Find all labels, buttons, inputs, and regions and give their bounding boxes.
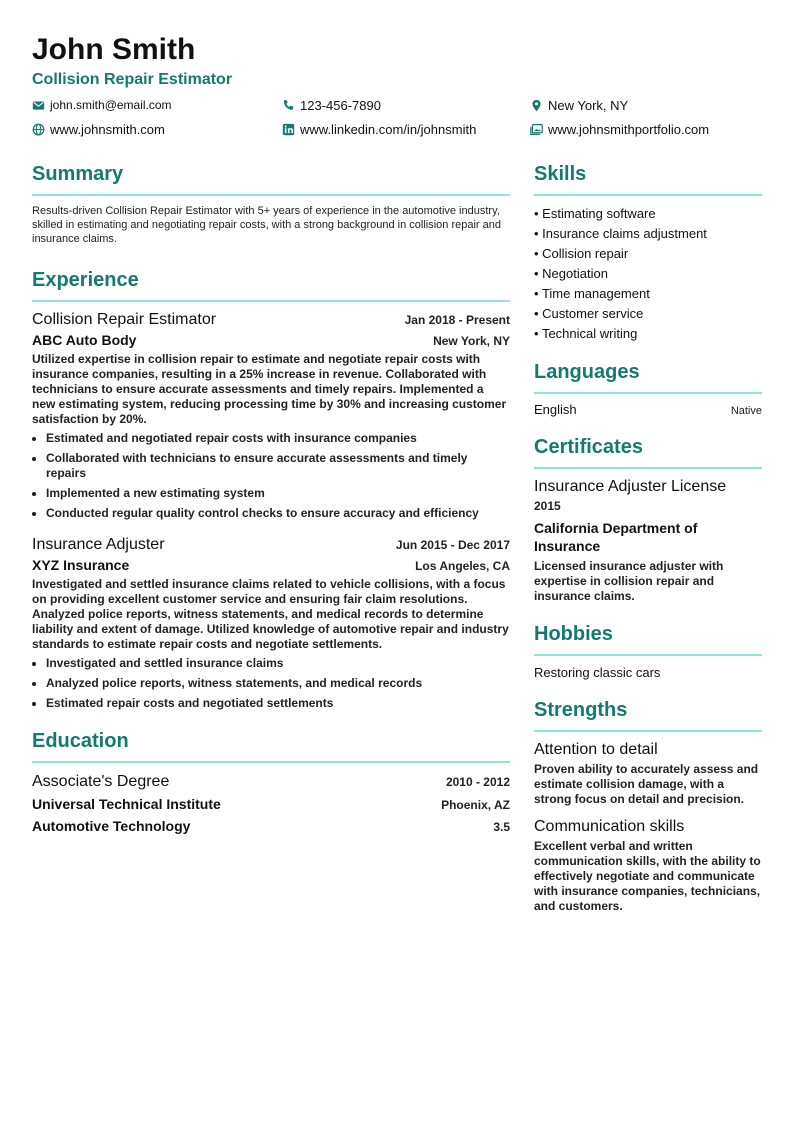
- summary-section: [32, 162, 510, 246]
- email-text: john.smith@email.com: [50, 98, 172, 112]
- skill-item: • Technical writing: [534, 326, 638, 341]
- section-divider: [534, 467, 762, 469]
- linkedin-text: www.linkedin.com/in/johnsmith: [300, 122, 477, 137]
- candidate-name: John Smith: [32, 33, 196, 66]
- list-item: • Investigated and settled insurance claims: [46, 656, 510, 671]
- section-heading: Strengths: [534, 699, 628, 721]
- website-text: www.johnsmith.com: [50, 122, 165, 137]
- education-section: [32, 729, 510, 837]
- skill-item: • Customer service: [534, 306, 644, 321]
- job-location: New York, NY: [433, 334, 510, 348]
- language-name: English: [534, 402, 577, 417]
- contact-portfolio[interactable]: [530, 122, 709, 137]
- contact-linkedin[interactable]: [282, 122, 476, 137]
- language-level: Native: [730, 405, 762, 417]
- contact-website[interactable]: [32, 122, 165, 137]
- certificates-section: [534, 435, 762, 604]
- hobby-item: Restoring classic cars: [534, 665, 661, 680]
- job-bullets: [32, 431, 510, 521]
- section-divider: [534, 730, 762, 732]
- list-item: • Analyzed police reports, witness statements, and medical records: [46, 676, 510, 691]
- skill-item: • Negotiation: [534, 266, 608, 281]
- language-item: [534, 402, 762, 417]
- globe-icon: [32, 123, 45, 136]
- job-company: XYZ Insurance: [32, 557, 130, 573]
- list-item: • Estimated repair costs and negotiated settlements: [46, 696, 510, 711]
- section-divider: [534, 194, 762, 196]
- phone-text: 123-456-7890: [300, 98, 381, 113]
- right-column: [534, 162, 762, 914]
- job-company: ABC Auto Body: [32, 332, 137, 348]
- portfolio-text: www.johnsmithportfolio.com: [548, 122, 710, 137]
- job-entry: [32, 310, 510, 521]
- job-title: Insurance Adjuster: [32, 536, 165, 553]
- strengths-section: [534, 698, 762, 914]
- certificate-description: Licensed insurance adjuster with expertise in collision repair and insurance claims.: [534, 559, 724, 603]
- location-text: New York, NY: [548, 98, 629, 113]
- summary-text: Results-driven Collision Repair Estimator with 5+ years of experience in the automotive industry, skilled in estimating and negotiating repair costs, with a strong background in collision repair and insurance claims.: [32, 205, 501, 245]
- skill-item: • Insurance claims adjustment: [534, 226, 707, 241]
- skill-item: • Collision repair: [534, 246, 629, 261]
- education-degree: Associate's Degree: [32, 773, 170, 790]
- job-location: Los Angeles, CA: [415, 559, 510, 573]
- education-gpa: 3.5: [493, 820, 510, 834]
- list-item: • Conducted regular quality control checks to ensure accuracy and efficiency: [46, 506, 510, 521]
- skills-section: [534, 162, 762, 344]
- contact-email[interactable]: [32, 98, 172, 112]
- job-bullets: [32, 656, 510, 711]
- strength-title: Communication skills: [534, 818, 685, 835]
- candidate-title: Collision Repair Estimator: [32, 71, 233, 88]
- contact-location: [530, 98, 628, 113]
- education-school: Universal Technical Institute: [32, 796, 221, 812]
- phone-icon: [282, 99, 295, 112]
- certificate-issuer: California Department of Insurance: [534, 520, 698, 554]
- section-heading: Summary: [32, 163, 124, 185]
- education-location: Phoenix, AZ: [441, 798, 510, 812]
- section-divider: [534, 392, 762, 394]
- linkedin-icon: [282, 123, 295, 136]
- contact-info: [32, 98, 762, 148]
- job-dates: Jun 2015 - Dec 2017: [395, 538, 510, 552]
- job-description: Utilized expertise in collision repair to estimate and negotiate repair costs with insurance companies, resulting in a 25% increase in revenue. Collaborated with technicians to ensure accurate assessments and timely repairs. Implemented a new estimating system, reducing processing time by 30% and increasing customer satisfaction by 20%.: [32, 352, 507, 426]
- languages-section: [534, 360, 762, 417]
- list-item: • Implemented a new estimating system: [46, 486, 510, 501]
- strength-description: Excellent verbal and written communication skills, with the ability to effectively negotiate and communicate with insurance companies, technicians, and customers.: [534, 839, 761, 913]
- certificate-year: 2015: [534, 499, 561, 513]
- section-heading: Skills: [534, 163, 587, 185]
- job-title: Collision Repair Estimator: [32, 311, 217, 328]
- section-heading: Certificates: [534, 436, 643, 458]
- skill-item: • Estimating software: [534, 206, 656, 221]
- section-divider: [32, 761, 510, 763]
- list-item: • Collaborated with technicians to ensure accurate assessments and timely repairs: [46, 451, 510, 481]
- job-entry: [32, 535, 510, 711]
- experience-section: [32, 268, 510, 711]
- portfolio-icon: [530, 123, 543, 136]
- education-field: Automotive Technology: [32, 818, 191, 834]
- left-column: [32, 162, 510, 837]
- section-divider: [32, 194, 510, 196]
- job-dates: Jan 2018 - Present: [404, 313, 510, 327]
- contact-phone[interactable]: [282, 98, 381, 113]
- section-divider: [32, 300, 510, 302]
- certificate-name: Insurance Adjuster License: [534, 478, 727, 495]
- list-item: • Estimated and negotiated repair costs with insurance companies: [46, 431, 510, 446]
- education-dates: 2010 - 2012: [445, 775, 510, 789]
- section-heading: Experience: [32, 269, 139, 291]
- section-divider: [534, 654, 762, 656]
- location-pin-icon: [530, 99, 543, 112]
- email-icon: [32, 99, 45, 112]
- strength-title: Attention to detail: [534, 741, 658, 758]
- resume-page: [32, 32, 762, 913]
- section-heading: Education: [32, 730, 129, 752]
- section-heading: Hobbies: [534, 623, 613, 645]
- skill-item: • Time management: [534, 286, 650, 301]
- job-description: Investigated and settled insurance claims related to vehicle collisions, with a focus on providing excellent customer service and ensuring fair claim resolutions. Analyzed police reports, witness statements, and medical records to determine liability and extent of damage. Utilized knowledge of automotive repair and industry standards to estimate repair costs and negotiate settlements.: [32, 577, 509, 651]
- strength-description: Proven ability to accurately assess and estimate collision damage, with a strong focus on detail and precision.: [534, 762, 759, 806]
- section-heading: Languages: [534, 361, 640, 383]
- hobbies-section: [534, 622, 762, 682]
